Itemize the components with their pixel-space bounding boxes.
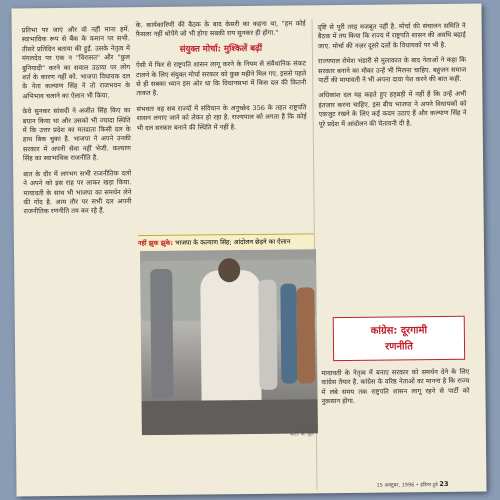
column-2 <box>136 19 308 241</box>
caption-text: भाजपा के कल्याण सिंह; आंदोलन छेड़ने का ऐलान <box>175 237 291 247</box>
col2-intro: के. कार्यकारिणी की बैठक के बाद केसरी का कहना था, "हम कोई फ़ैसला नहीं थोपेंगे जो भी होगा सबकी राय सुनकर ही होगा." <box>135 19 306 39</box>
photo-figure-left <box>150 269 173 399</box>
photo-ground <box>142 399 318 438</box>
section-heading-line1: कांग्रेस: दूरगामी <box>370 325 428 337</box>
section-heading-line2: रणनीति <box>385 341 413 353</box>
footer-page-number: 23 <box>439 479 449 489</box>
col1-paragraph-2: केवे सुनकर सांसदी ने अजीत सिंह किए का बयान किया था और उसको भी ज्यादा स्थिति में कि उत्तर प्रदेश का मतदाता किसी दल के हाथ बिक चुका है. भाजपा ने अपने उनकी सरकार में अपनी सेवा नहीं भेजी. कल्याण सिंह का स्वाभाविक राजनीति है. <box>22 106 131 163</box>
col2-paragraph-2: संभवतः वह सब राज्यों में संविधान के अनुच्छेद 356 के तहत राष्ट्रपति शासन लगाए जाने को लेकर हो रहा है. राज्यपाल को लगता है कि कोई भी दल सरकार बनाने की स्थिति में नहीं है. <box>136 103 307 132</box>
col4-paragraph-1: मायावती के नेतृत्व में बनाए सरकार को समर्थन देने के लिए कांग्रेस तैयार है. कांग्रेस के वरिष्ठ नेताओं का मानना है कि राज्य में लंबे समय तक राष्ट्रपति शासन लागू रहने से पार्टी को नुकसान होगा. <box>321 367 470 406</box>
column-3 <box>318 22 469 324</box>
photo-figure-center <box>200 270 262 421</box>
photo-credit: फोटो: के. मूर्ति <box>289 432 314 438</box>
column-1 <box>22 25 135 486</box>
col3-paragraph-1: दृष्टि से पूरी तरह मजबूत नहीं है. मोर्चा की संचालन समिति ने बैठक में तय किया कि राज्य में राष्ट्रपति शासन की अवधि बढ़ाई जाए. मोर्चा की नज़र दूसरे दलों के विधायकों पर भी है. <box>317 21 466 51</box>
col2-paragraph-1: ऐसी में फिर से राष्ट्रपति शासन लागू करने के नियम से संवैधानिक संकट टालने के लिए संयुक्त मोर्चा सरकार को कुछ महीने मिल गए. इससे पहले से ही सबका ध्यान इस ओर था कि विधानसभा में किस दल की कितनी ताकत है. <box>136 59 307 98</box>
section-heading-box <box>333 316 465 361</box>
photo-figure-right1 <box>258 280 277 390</box>
photo-head-center <box>218 258 240 282</box>
col3-paragraph-2: राज्यपाल रोमेश भंडारी से मुलाकात के बाद नेताओं ने कहा कि सरकार बनाने का मौका उन्हें भी मिलना चाहिए. बहुजन समाज पार्टी की मायावती ने भी अपना दावा पेश करने की बात कही. <box>317 55 467 85</box>
column-4 <box>321 368 470 480</box>
photo-figure-right3 <box>296 287 315 383</box>
col1-paragraph-3: बात के दौर में लगभग सभी राजनीतिक दलों ने अपने को इस राह पर लाकर खड़ा किया. मायावती के साथ भी भाजपा का समर्थन लेने की गोंद है. आम तौर पर सभी दल अपनी राजनीतिक रणनीति तय कर रहे हैं. <box>23 168 132 216</box>
magazine-page <box>11 4 486 497</box>
col1-paragraph-1: प्रतिभा पर जाएं और वो नहीं माना हमें. स्वाभाविक रूप से बैंक के कमान पर सभी. तीसरे प्रतिदिन बताया की हुई. उसके नेतृत्व में मंगलदेव पर एक न "विरासत" और "कुल बुनियादी" करने का सवाल उठाया पर लोग शर्त के कारण नहीं को. भाजपा विधायक दल के नेता कल्याण सिंह ने तो राजभवन के अभिभाव चलाने का ऐलान भी किया. <box>21 25 131 101</box>
photo-figure-right2 <box>280 284 297 384</box>
footer-issue: 15 अक्टूबर, 1996 • इंडिया टुडे <box>376 482 438 489</box>
section-subhead: संयुक्त मोर्चा: मुश्किलें बढ़ीं <box>179 43 263 55</box>
caption-highlight: नहीं झुक झुके: <box>137 238 174 248</box>
col3-paragraph-3: अधिकांश दल यह कहते हुए हड़बड़ी में नहीं हैं कि उन्हें अभी इंतजार करना चाहिए. इस बीच भाजपा ने अपने विधायकों को एकजुट रखने के लिए कई कदम उठाए हैं और कल्याण सिंह ने पूरे प्रदेश में आंदोलन की चेतावनी दी है. <box>318 90 467 128</box>
page-footer <box>376 480 486 489</box>
news-photo <box>140 249 318 438</box>
photo-caption <box>138 233 314 250</box>
